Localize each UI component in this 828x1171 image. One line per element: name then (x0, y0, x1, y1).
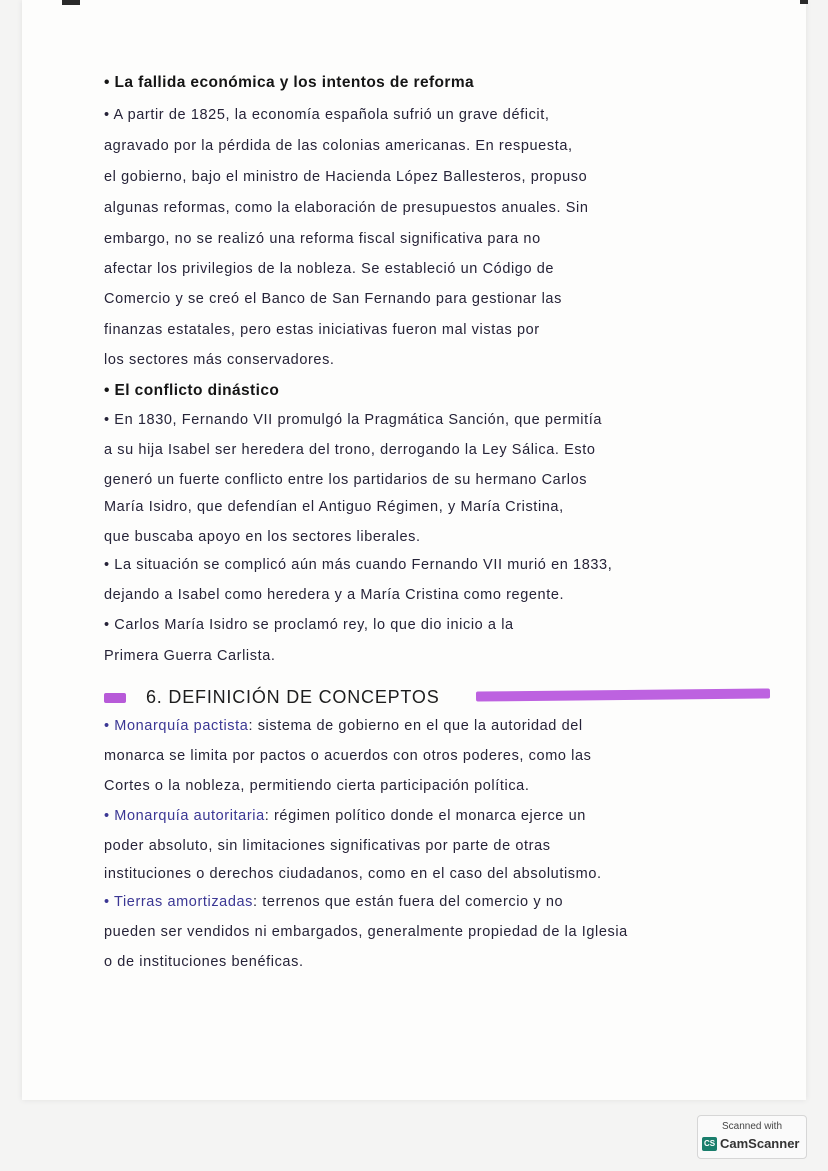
text-line: dejando a Isabel como heredera y a María Cristina como regente. (104, 587, 565, 603)
definition-line (104, 808, 586, 824)
text-line: • En 1830, Fernando VII promulgó la Pragmática Sanción, que permitía (104, 412, 603, 428)
text-line: María Isidro, que defendían el Antiguo Régimen, y María Cristina, (104, 499, 564, 515)
text-line: embargo, no se realizó una reforma fiscal significativa para no (104, 231, 541, 247)
text-line: monarca se limita por pactos o acuerdos con otros poderes, como las (104, 748, 592, 764)
text-line: • La situación se complicó aún más cuando Fernando VII murió en 1833, (104, 557, 613, 573)
text-line: afectar los privilegios de la nobleza. Se estableció un Código de (104, 261, 555, 277)
text-line: Primera Guerra Carlista. (104, 648, 276, 664)
highlighter-mark (104, 693, 126, 703)
text-line: • Carlos María Isidro se proclamó rey, lo que dio inicio a la (104, 617, 514, 633)
text-line: Comercio y se creó el Banco de San Fernando para gestionar las (104, 291, 562, 307)
heading-conflicto: • El conflicto dinástico (104, 382, 280, 399)
definition-text: : régimen político donde el monarca ejerce un (264, 808, 586, 824)
text-line: finanzas estatales, pero estas iniciativas fueron mal vistas por (104, 322, 540, 338)
camscanner-logo-icon: CS (702, 1137, 717, 1151)
section-title: 6. DEFINICIÓN DE CONCEPTOS (146, 687, 440, 707)
text-line: el gobierno, bajo el ministro de Hacienda López Ballesteros, propuso (104, 169, 588, 185)
text-line: agravado por la pérdida de las colonias americanas. En respuesta, (104, 138, 573, 154)
scan-edge-mark (800, 0, 808, 4)
camscanner-brand: CamScanner (720, 1136, 800, 1151)
text-line: o de instituciones benéficas. (104, 954, 304, 970)
text-line: que buscaba apoyo en los sectores liberales. (104, 529, 421, 545)
text-line: instituciones o derechos ciudadanos, como en el caso del absolutismo. (104, 866, 602, 882)
definition-term: • Monarquía autoritaria (104, 808, 265, 824)
definition-text: : terrenos que están fuera del comercio y no (253, 894, 564, 910)
definition-term: • Tierras amortizadas (104, 894, 254, 910)
camscanner-badge (697, 1115, 807, 1159)
definition-line (104, 718, 583, 734)
text-line: Cortes o la nobleza, permitiendo cierta participación política. (104, 778, 530, 794)
text-line: poder absoluto, sin limitaciones significativas por parte de otras (104, 838, 551, 854)
text-line: pueden ser vendidos ni embargados, generalmente propiedad de la Iglesia (104, 924, 628, 940)
section-header (104, 686, 772, 712)
text-line: a su hija Isabel ser heredera del trono, derrogando la Ley Sálica. Esto (104, 442, 596, 458)
text-line: algunas reformas, como la elaboración de presupuestos anuales. Sin (104, 200, 589, 216)
heading-fallida: • La fallida económica y los intentos de reforma (104, 74, 475, 91)
definition-text: : sistema de gobierno en el que la autoridad del (248, 718, 583, 734)
definition-term: • Monarquía pactista (104, 718, 249, 734)
text-line: generó un fuerte conflicto entre los partidarios de su hermano Carlos (104, 472, 588, 488)
scan-edge-mark (62, 0, 80, 5)
text-line: los sectores más conservadores. (104, 352, 335, 368)
text-line: • A partir de 1825, la economía española sufrió un grave déficit, (104, 107, 550, 123)
scanned-with-label: Scanned with (721, 1121, 783, 1132)
highlighter-bar (476, 688, 770, 701)
definition-line (104, 894, 563, 910)
